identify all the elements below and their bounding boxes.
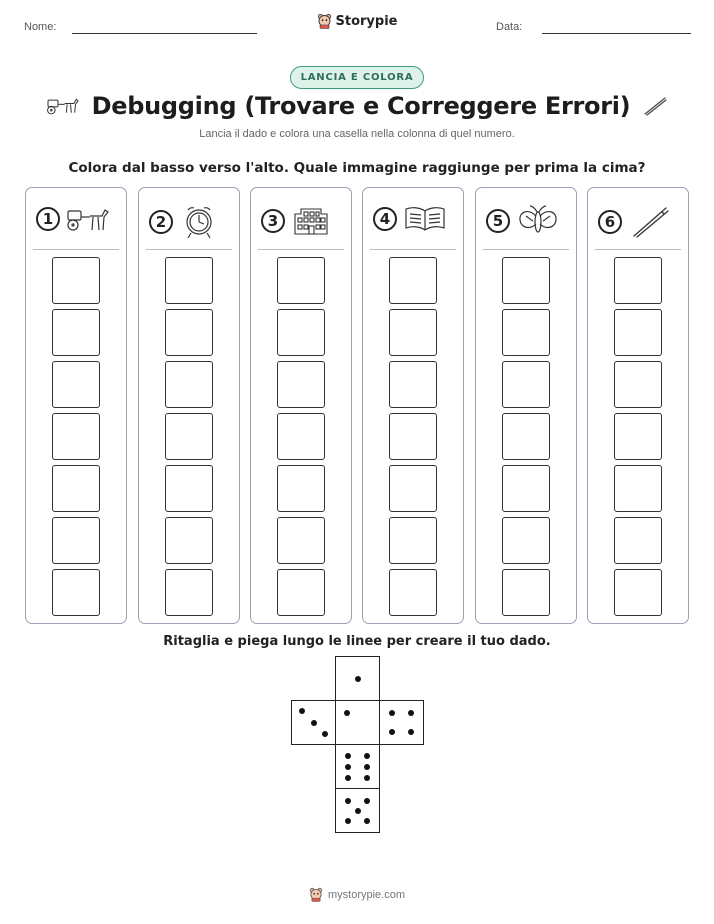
coloring-box[interactable] bbox=[389, 569, 437, 616]
coloring-box[interactable] bbox=[389, 465, 437, 512]
coloring-box[interactable] bbox=[389, 517, 437, 564]
tweezers-icon bbox=[642, 95, 668, 117]
coloring-box[interactable] bbox=[277, 465, 325, 512]
instruction: Colora dal basso verso l'alto. Quale immagine raggiunge per prima la cima? bbox=[68, 160, 646, 176]
coloring-box[interactable] bbox=[277, 569, 325, 616]
column-number: 1 bbox=[36, 207, 60, 231]
column-number: 2 bbox=[149, 210, 173, 234]
tweezers-icon bbox=[628, 204, 672, 240]
cut-instruction: Ritaglia e piega lungo le linee per creare il tuo dado. bbox=[163, 634, 551, 649]
coloring-box[interactable] bbox=[277, 257, 325, 304]
activity-badge: LANCIA E COLORA bbox=[290, 66, 425, 89]
coloring-box[interactable] bbox=[277, 413, 325, 460]
coloring-box[interactable] bbox=[502, 465, 550, 512]
coloring-box[interactable] bbox=[277, 309, 325, 356]
die-face-1 bbox=[335, 656, 380, 701]
coloring-box[interactable] bbox=[614, 361, 662, 408]
coloring-box[interactable] bbox=[614, 257, 662, 304]
page-title: Debugging (Trovare e Correggere Errori) bbox=[91, 92, 631, 120]
coloring-box[interactable] bbox=[52, 517, 100, 564]
coloring-box[interactable] bbox=[389, 257, 437, 304]
name-label: Nome: bbox=[24, 21, 57, 33]
die-face-6 bbox=[335, 744, 380, 789]
coloring-box[interactable] bbox=[614, 569, 662, 616]
storypie-mascot-icon bbox=[309, 887, 323, 902]
coloring-box[interactable] bbox=[165, 517, 213, 564]
footer-text: mystorypie.com bbox=[327, 888, 406, 901]
coloring-box[interactable] bbox=[502, 413, 550, 460]
column-1 bbox=[25, 187, 127, 624]
date-label: Data: bbox=[496, 21, 523, 33]
name-line bbox=[72, 33, 257, 34]
storypie-mascot-icon bbox=[317, 13, 332, 29]
column-number: 6 bbox=[598, 210, 622, 234]
column-number: 3 bbox=[261, 209, 285, 233]
coloring-box[interactable] bbox=[52, 309, 100, 356]
coloring-box[interactable] bbox=[614, 465, 662, 512]
coloring-box[interactable] bbox=[165, 361, 213, 408]
die-face-4 bbox=[379, 700, 424, 745]
coloring-box[interactable] bbox=[614, 309, 662, 356]
horse-carriage-icon bbox=[66, 204, 110, 234]
die-face-5 bbox=[335, 788, 380, 833]
column-4 bbox=[362, 187, 464, 624]
column-3 bbox=[250, 187, 352, 624]
coloring-box[interactable] bbox=[277, 517, 325, 564]
coloring-box[interactable] bbox=[52, 361, 100, 408]
coloring-box[interactable] bbox=[165, 257, 213, 304]
coloring-box[interactable] bbox=[52, 569, 100, 616]
logo-text: Storypie bbox=[335, 13, 398, 29]
coloring-box[interactable] bbox=[52, 257, 100, 304]
coloring-box[interactable] bbox=[52, 413, 100, 460]
coloring-box[interactable] bbox=[277, 361, 325, 408]
coloring-box[interactable] bbox=[502, 257, 550, 304]
horse-carriage-icon bbox=[46, 96, 80, 116]
coloring-box[interactable] bbox=[502, 569, 550, 616]
building-icon bbox=[291, 204, 331, 238]
footer bbox=[0, 887, 714, 902]
column-6 bbox=[587, 187, 689, 624]
coloring-box[interactable] bbox=[502, 309, 550, 356]
coloring-box[interactable] bbox=[389, 361, 437, 408]
coloring-box[interactable] bbox=[165, 309, 213, 356]
coloring-box[interactable] bbox=[614, 413, 662, 460]
subtitle: Lancia il dado e colora una casella nella colonna di quel numero. bbox=[199, 128, 515, 140]
coloring-box[interactable] bbox=[614, 517, 662, 564]
column-5 bbox=[475, 187, 577, 624]
column-number: 4 bbox=[373, 207, 397, 231]
open-book-icon bbox=[403, 204, 447, 234]
coloring-box[interactable] bbox=[389, 309, 437, 356]
column-2 bbox=[138, 187, 240, 624]
moth-icon bbox=[516, 204, 560, 238]
column-number: 5 bbox=[486, 209, 510, 233]
date-line bbox=[542, 33, 691, 34]
coloring-box[interactable] bbox=[165, 413, 213, 460]
coloring-box[interactable] bbox=[52, 465, 100, 512]
coloring-box[interactable] bbox=[165, 465, 213, 512]
alarm-clock-icon bbox=[179, 204, 223, 240]
coloring-box[interactable] bbox=[502, 361, 550, 408]
coloring-box[interactable] bbox=[165, 569, 213, 616]
die-face-3 bbox=[291, 700, 336, 745]
coloring-box[interactable] bbox=[502, 517, 550, 564]
logo bbox=[0, 13, 714, 29]
coloring-box[interactable] bbox=[389, 413, 437, 460]
die-face-1 bbox=[335, 700, 380, 745]
